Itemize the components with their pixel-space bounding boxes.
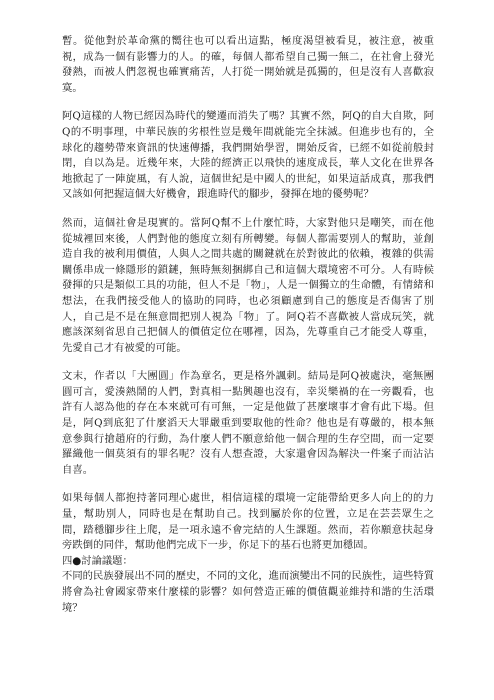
discussion-heading: 四●討論議題： <box>62 554 133 567</box>
paragraph-ah-q-era: 阿Q這樣的人物已經因為時代的變遷而消失了嗎？其實不然，阿Q的自大自欺，阿Q的不明事理，中華民族的劣根性豈是幾年間就能完全抹滅。但進步也有的，全球化的趨勢帶來資訊的快速傳播，我們開始學習，開始反省，已經不如從前般封閉，自以為是。近幾年來，大陸的經濟正以飛快的速度成長，華人文化在世界各地掀起了一陣旋風，有人說，這個世紀是中國人的世紀，如果這話成真，那我們又該如何把握這個大好機會，跟進時代的腳步，發揮在地的優勢呢？ <box>62 110 434 201</box>
paragraph-empathy: 如果每個人都抱持著同理心處世，相信這樣的環境一定能帶給更多人向上的的力量，幫助別人，同時也是在幫助自己。找到屬於你的位置，立足在芸芸眾生之間，踏穩腳步往上爬，是一項永遠不會完結的人生課題。然而，若你願意扶起身旁跌倒的同伴，幫助他們完成下一步，你足下的基石也將更加穩固。 <box>62 492 434 552</box>
paragraph-continuation: 暫。從他對於革命黨的嚮往也可以看出這點，極度渴望被看見，被注意，被重視，成為一個有影響力的人。的確，每個人都希望自己獨一無二，在社會上發光發熱，而被人們忽視也確實痛苦，人打從一開始就是孤獨的，但是沒有人喜歡寂寞。 <box>62 35 434 94</box>
paragraph-society-reality: 然而，這個社會是現實的。當阿Q幫不上什麼忙時，大家對他只是嘲笑，而在他從城裡回來後，人們對他的態度立刻有所轉變。每個人都需要別人的幫助，並創造自我的被利用價值，人與人之間共處的關鍵就在於對彼此的依賴，複雜的供需關係串成一條隱形的鎖鏈，無時無刻捆綁自己和這個大環境密不可分。人有時候發揮的只是類似工具的功能，但人不是「物」，人是一個獨立的生命體，有情緒和想法，在我們接受他人的協助的同時，也必須顧慮到自己的態度是否傷害了別人，自己是不是在無意間把別人視為「物」了。阿Q若不喜歡被人當成玩笑，就應該深刻省思自己把個人的價值定位在哪裡，因為，先尊重自己才能受人尊重，先愛自己才有被愛的可能。 <box>62 216 434 354</box>
discussion-question: 不同的民族發展出不同的歷史，不同的文化，進而演變出不同的民族性，這些特質將會為社會國家帶來什麼樣的影響？如何營造正確的價值觀並維持和諧的生活環境？ <box>62 570 434 614</box>
paragraph-grand-reunion: 文末，作者以「大團圓」作為章名，更是格外諷刺。結局是阿Q被處決，毫無團圓可言，愛湊熱鬧的人們，對真相一點興趣也沒有，幸災樂禍的在一旁觀看，也許有人認為他的存在本來就可有可無，一定是他做了甚麼壞事才會有此下場。但是，阿Q到底犯了什麼滔天大罪嚴重到要取他的性命？他也是有尊嚴的，根本無意參與行搶趙府的行動，為什麼人們不願意給他一個合理的生存空間，而一定要羅織他一個莫須有的罪名呢？沒有人想查證，大家還會因為解決一件案子而沾沾自喜。 <box>62 370 434 476</box>
document-page <box>62 34 434 616</box>
